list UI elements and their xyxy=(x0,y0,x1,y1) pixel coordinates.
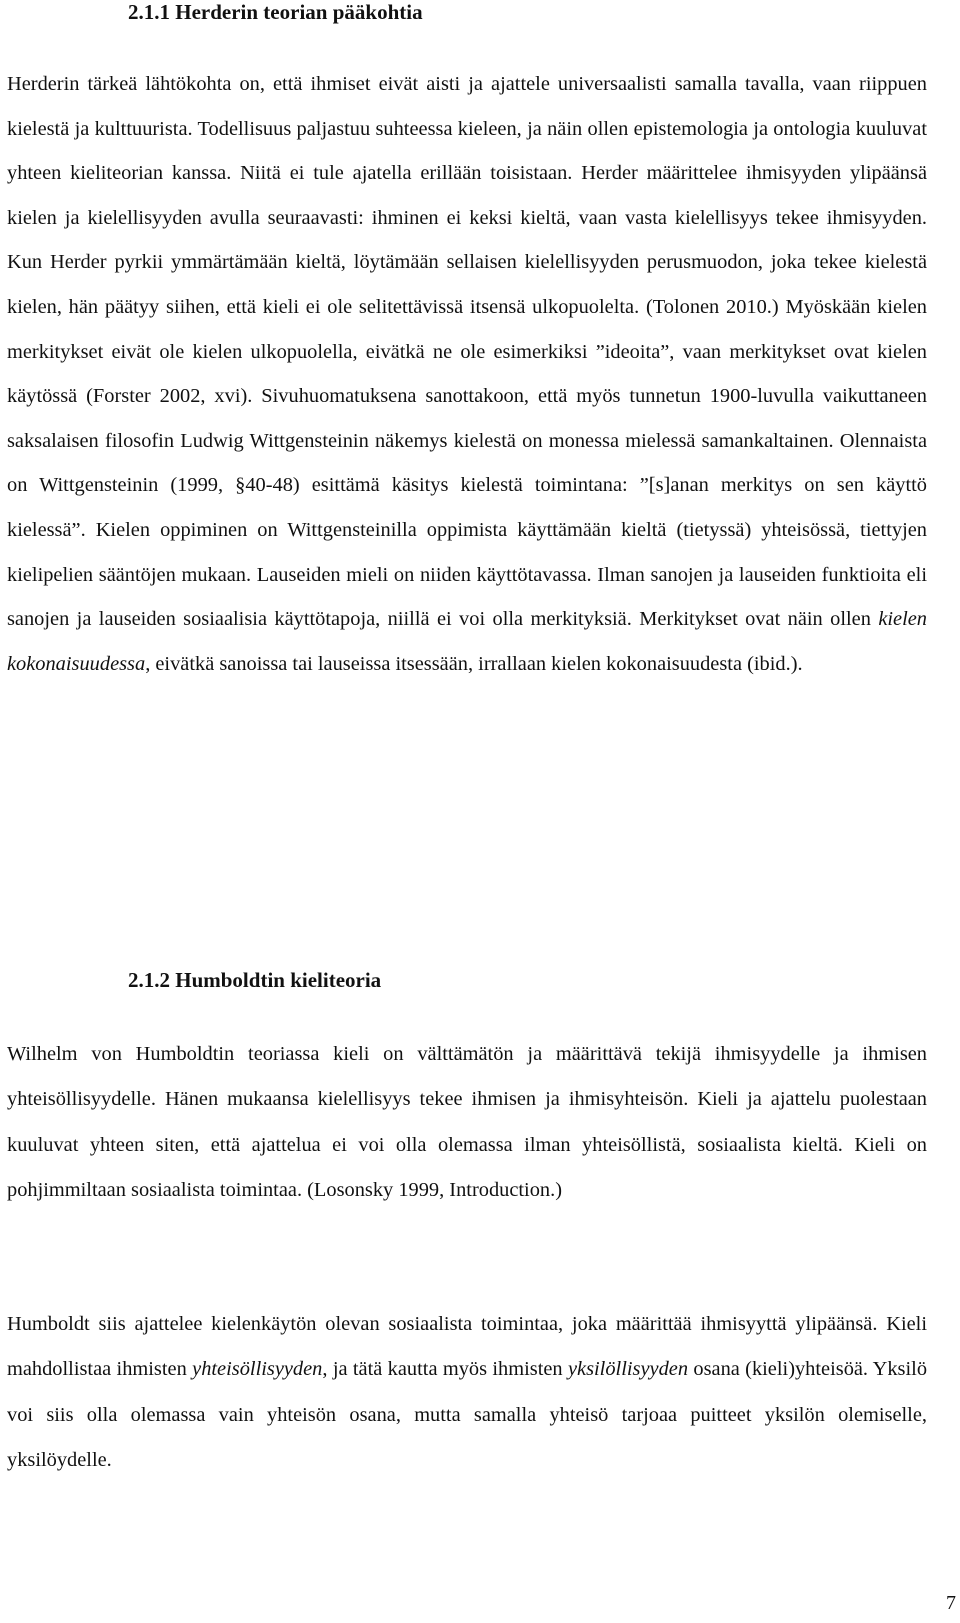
italic-phrase: yksilöllisyyden xyxy=(567,1358,689,1381)
paragraph-text: , eivätkä sanoissa tai lauseissa itsessään, irrallaan kielen kokonaisuudesta (ibid.). xyxy=(145,652,803,675)
paragraph-text: , ja tätä kautta myös ihmisten xyxy=(322,1358,568,1381)
italic-phrase: kielen kokonaisuudessa xyxy=(7,608,927,675)
paragraph-humboldt-2 xyxy=(7,1302,927,1483)
section-heading-humboldt: 2.1.2 Humboldtin kieliteoria xyxy=(128,968,382,992)
paragraph-herder xyxy=(7,62,927,686)
paragraph-text: Herderin tärkeä lähtökohta on, että ihmiset eivät aisti ja ajattele universaalisti samalla tavalla, vaan riippuen kielestä ja kulttuurista. Todellisuus paljastuu suhteessa kieleen, ja näin ollen epistemologia ja ontologia kuuluvat yhteen kieliteorian kanssa. Niitä ei tule ajatella erillään toisistaan. Herder määrittelee ihmisyyden ylipäänsä kielen ja kielellisyyden avulla seuraavasti: ihminen ei keksi kieltä, vaan vasta kielellisyys tekee ihmisyyden. Kun Herder pyrkii ymmärtämään kieltä, löytämään sellaisen kielellisyyden perusmuodon, joka tekee kielestä kielen, hän päätyy siihen, että kieli ei ole selitettävissä itsensä ulkopuolelta. (Tolonen 2010.) Myöskään kielen merkitykset eivät ole kielen ulkopuolella, eivätkä ne ole esimerkiksi ”ideoita”, vaan merkitykset ovat kielen käytössä (Forster 2002, xvi). Sivuhuomatuksena sanottakoon, että myös tunnetun 1900-luvulla vaikuttaneen saksalaisen filosofin Ludwig Wittgensteinin näkemys kielestä on monessa mielessä samankaltainen. Olennaista on Wittgensteinin (1999, §40-48) esittämä käsitys kielestä toimintana: ”[s]anan merkitys on sen käyttö kielessä”. Kielen oppiminen on Wittgensteinilla oppimista käyttämään kieltä (tietyssä) yhteisössä, tiettyjen kielipelien sääntöjen mukaan. Lauseiden mieli on niiden käyttötavassa. Ilman sanojen ja lauseiden funktioita eli sanojen ja lauseiden sosiaalisia käyttötapoja, niillä ei voi olla merkityksiä. Merkitykset ovat näin ollen xyxy=(7,73,927,631)
page-number: 7 xyxy=(946,1592,956,1614)
paragraph-text: osana (kieli)yhteisöä. Yksilö voi siis olla olemassa vain yhteisön osana, mutta samalla yhteisö tarjoaa puitteet yksilön olemiselle, yksilöydelle. xyxy=(7,1358,928,1471)
section-heading-herder: 2.1.1 Herderin teorian pääkohtia xyxy=(128,0,423,24)
paragraph-humboldt-1: Wilhelm von Humboldtin teoriassa kieli on välttämätön ja määrittävä tekijä ihmisyydelle ja ihmisen yhteisöllisyydelle. Hänen mukaansa kielellisyys tekee ihmisen ja ihmisyhteisön. Kieli ja ajattelu puolestaan kuuluvat yhteen siten, että ajattelua ei voi olla olemassa ilman yhteisöllistä, sosiaalista kieltä. Kieli on pohjimmiltaan sosiaalista toimintaa. (Losonsky 1999, Introduction.) xyxy=(7,1043,927,1201)
italic-phrase: yhteisöllisyyden xyxy=(192,1358,323,1381)
paragraph-text: Humboldt siis ajattelee kielenkäytön olevan sosiaalista toimintaa, joka määrittää ihmisyyttä ylipäänsä. Kieli mahdollistaa ihmisten xyxy=(7,1313,927,1381)
